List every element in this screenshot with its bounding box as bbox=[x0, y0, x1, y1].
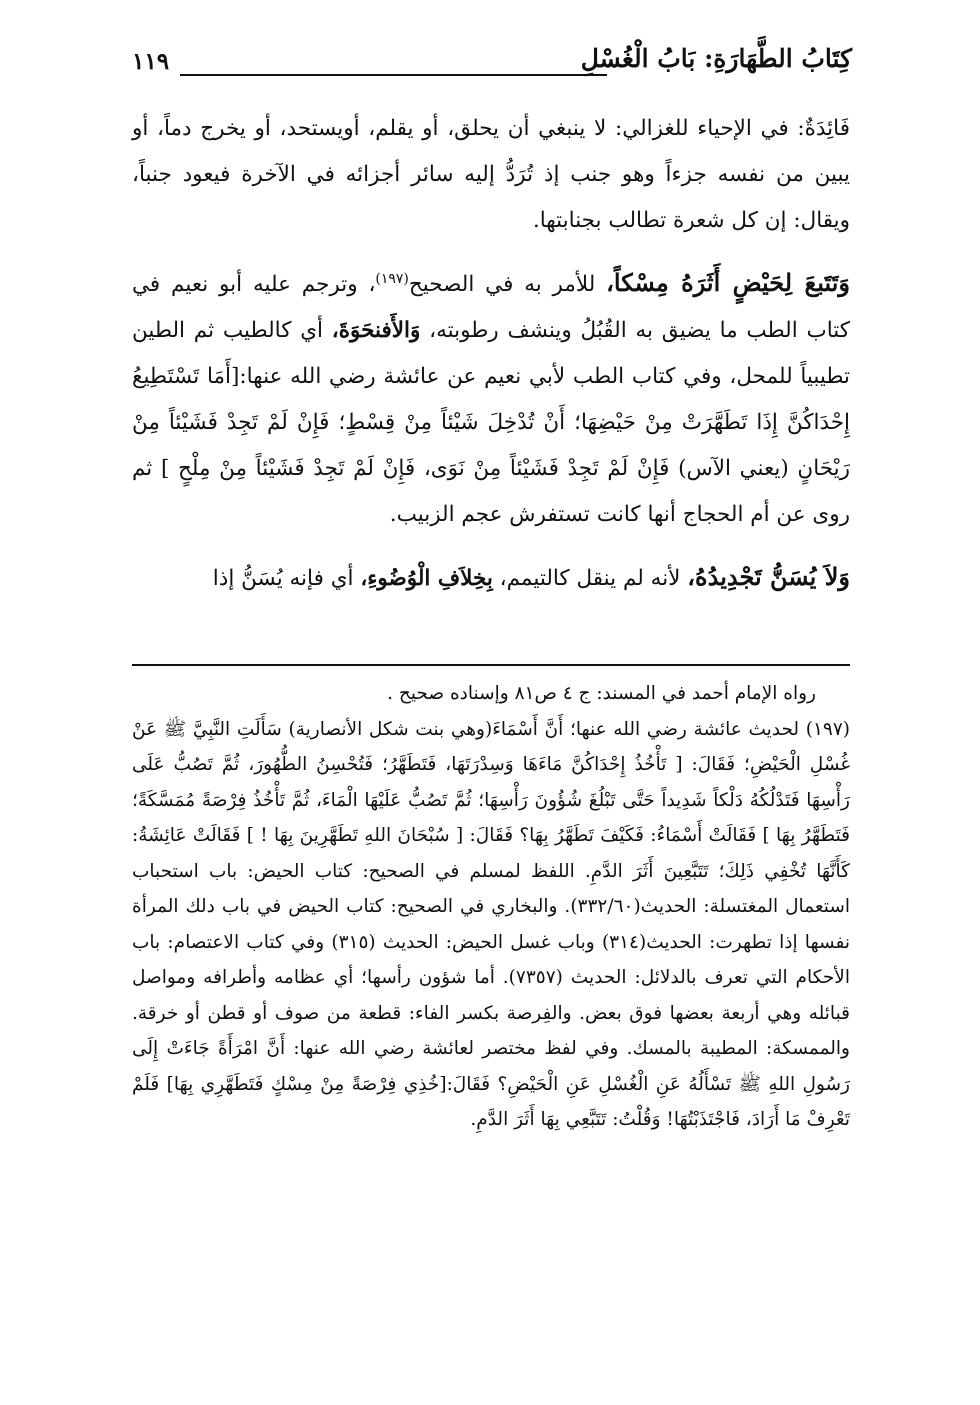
header-rule bbox=[180, 74, 607, 76]
footnote-197: (١٩٧) لحديث عائشة رضي الله عنها؛ أَنَّ أَسْمَاءَ(وهي بنت شكل الأنصارية) سَأَلَتِ النَّبِيَّ ﷺ عَنْ غُسْلِ الْحَيْضِ؛ فَقَالَ: [ تَأْخُذُ إِحْدَاكُنَّ مَاءَهَا وَسِدْرَتَهَا، فَتَطَهَّرُ؛ فَتُحْسِنُ الطُّهُورَ، ثُمَّ تَصُبُّ عَلَى رَأْسِهَا فَتَدْلُكُهُ دَلْكاً شَدِيداً حَتَّى تَبْلُغَ شُؤُونَ رَأْسِهَا؛ ثُمَّ تَصُبُّ عَلَيْهَا الْمَاءَ، ثُمَّ تَأْخُذُ فِرْصَةً مُمَسَّكَةً؛ فَتَطَهَّرُ بِهَا ] فَقَالَتْ أَسْمَاءُ: فَكَيْفَ تَطَهَّرُ بِهَا؟ فَقَالَ: [ سُبْحَانَ اللهِ تَطَهَّرِينَ بِهَا ! ] فَقَالَتْ عَائِشَةُ: كَأَنَّهَا تُخْفِي ذَلِكَ؛ تَتَبَّعِينَ أَثَرَ الدَّمِ. اللفظ لمسلم في الصحيح: كتاب الحيض: باب استحباب استعمال المغتسلة: الحديث(٣٣٢/٦٠). والبخاري في الصحيح: كتاب الحيض في باب دلك المرأة نفسها إذا تطهرت: الحديث(٣١٤) وباب غسل الحيض: الحديث (٣١٥) وفي كتاب الاعتصام: باب الأحكام التي تعرف بالدلائل: الحديث (٧٣٥٧). أما شؤون رأسها؛ أي عظامه وأطرافه ومواصل قبائله وهي أربعة بعضها فوق بعض. والفِرصة بكسر الفاء: قطعة من صوف أو قطن أو خرقة. والممسكة: المطيبة بالمسك. وفي لفظ مختصر لعائشة رضي الله عنها: أَنَّ امْرَأَةً جَاءَتْ إِلَى رَسُولِ اللهِ ﷺ تَسْأَلُهُ عَنِ الْغُسْلِ عَنِ الْحَيْضِ؟ فَقَالَ:[خُذِي فِرْصَةً مِنْ مِسْكٍ فَتَطَهَّرِي بِهَا] فَلَمْ تَعْرِفْ مَا أَرَادَ، فَاجْتَذَبْتُهَا! وَقُلْتُ: تَتَبَّعِي بِهَا أَثَرَ الدَّمِ. bbox=[132, 718, 850, 1130]
main-text bbox=[132, 106, 850, 618]
page-number: ١١٩ bbox=[132, 48, 170, 75]
chapter-title: كِتَابُ الطَّهَارَةِ: بَابُ الْغُسْلِ bbox=[580, 44, 852, 73]
sharh-text: لأنه لم ينقل كالتيمم، bbox=[492, 566, 688, 591]
sharh-text: ، وترجم عليه أبو نعيم في كتاب الطب ما يضيق به القُبُلُ وينشف رطوبته، bbox=[132, 272, 850, 343]
sharh-text: للأمر به في الصحيح bbox=[408, 272, 607, 297]
paragraph-renewal bbox=[132, 554, 850, 602]
matn-lead: وَتَتَبعَ لِحَيْضٍ أَثَرَهُ مِسْكاً، bbox=[606, 268, 850, 297]
sharh-text: أي كالطيب ثم الطين تطيبياً للمحل، وفي كتاب الطب لأبي نعيم عن عائشة رضي الله عنها:[أَمَا تَسْتَطِيعُ إِحْدَاكُنَّ إِذَا تَطَهَّرَتْ مِنْ حَيْضِهَا؛ أَنْ تُدْخِلَ شَيْئاً مِنْ قِسْطٍ؛ فَإِنْ لَمْ تَجِدْ فَشَيْئاً مِنْ رَيْحَانٍ (يعني الآس) فَإِنْ لَمْ تَجِدْ فَشَيْئاً مِنْ نَوَى، فَإِنْ لَمْ تَجِدْ فَشَيْئاً مِنْ مِلْحٍ ] ثم روى عن أم الحجاج أنها كانت تستفرش عجم الزبيب. bbox=[132, 318, 850, 527]
paragraph-benefit: فَائِدَةٌ: في الإحياء للغزالي: لا ينبغي أن يحلق، أو يقلم، أويستحد، أو يخرج دماً، أو يبين من نفسه جزءاً وهو جنب إذ تُرَدُّ إليه سائر أجزائه في الآخرة فيعود جنباً، ويقال: إن كل شعرة تطالب بجنابتها. bbox=[132, 116, 850, 233]
paragraph-perfume bbox=[132, 260, 850, 538]
footnotes bbox=[132, 676, 850, 1138]
sharh-text: أي فإنه يُسَنُّ إذا bbox=[212, 566, 361, 591]
running-header bbox=[132, 44, 852, 84]
footnote-continued: رواه الإمام أحمد في المسند: ج ٤ ص٨١ وإسناده صحيح . bbox=[387, 683, 816, 704]
footnote-separator bbox=[132, 664, 850, 666]
matn-term: بِخِلاَفِ الْوُضُوءِ، bbox=[360, 566, 493, 591]
matn-lead: وَلاَ يُسَنُّ تَجْدِيدُهُ، bbox=[687, 562, 850, 591]
matn-term: وَالأَفنحَوَةَ، bbox=[331, 318, 421, 343]
footnote-ref-197[interactable]: (١٩٧) bbox=[375, 270, 409, 287]
